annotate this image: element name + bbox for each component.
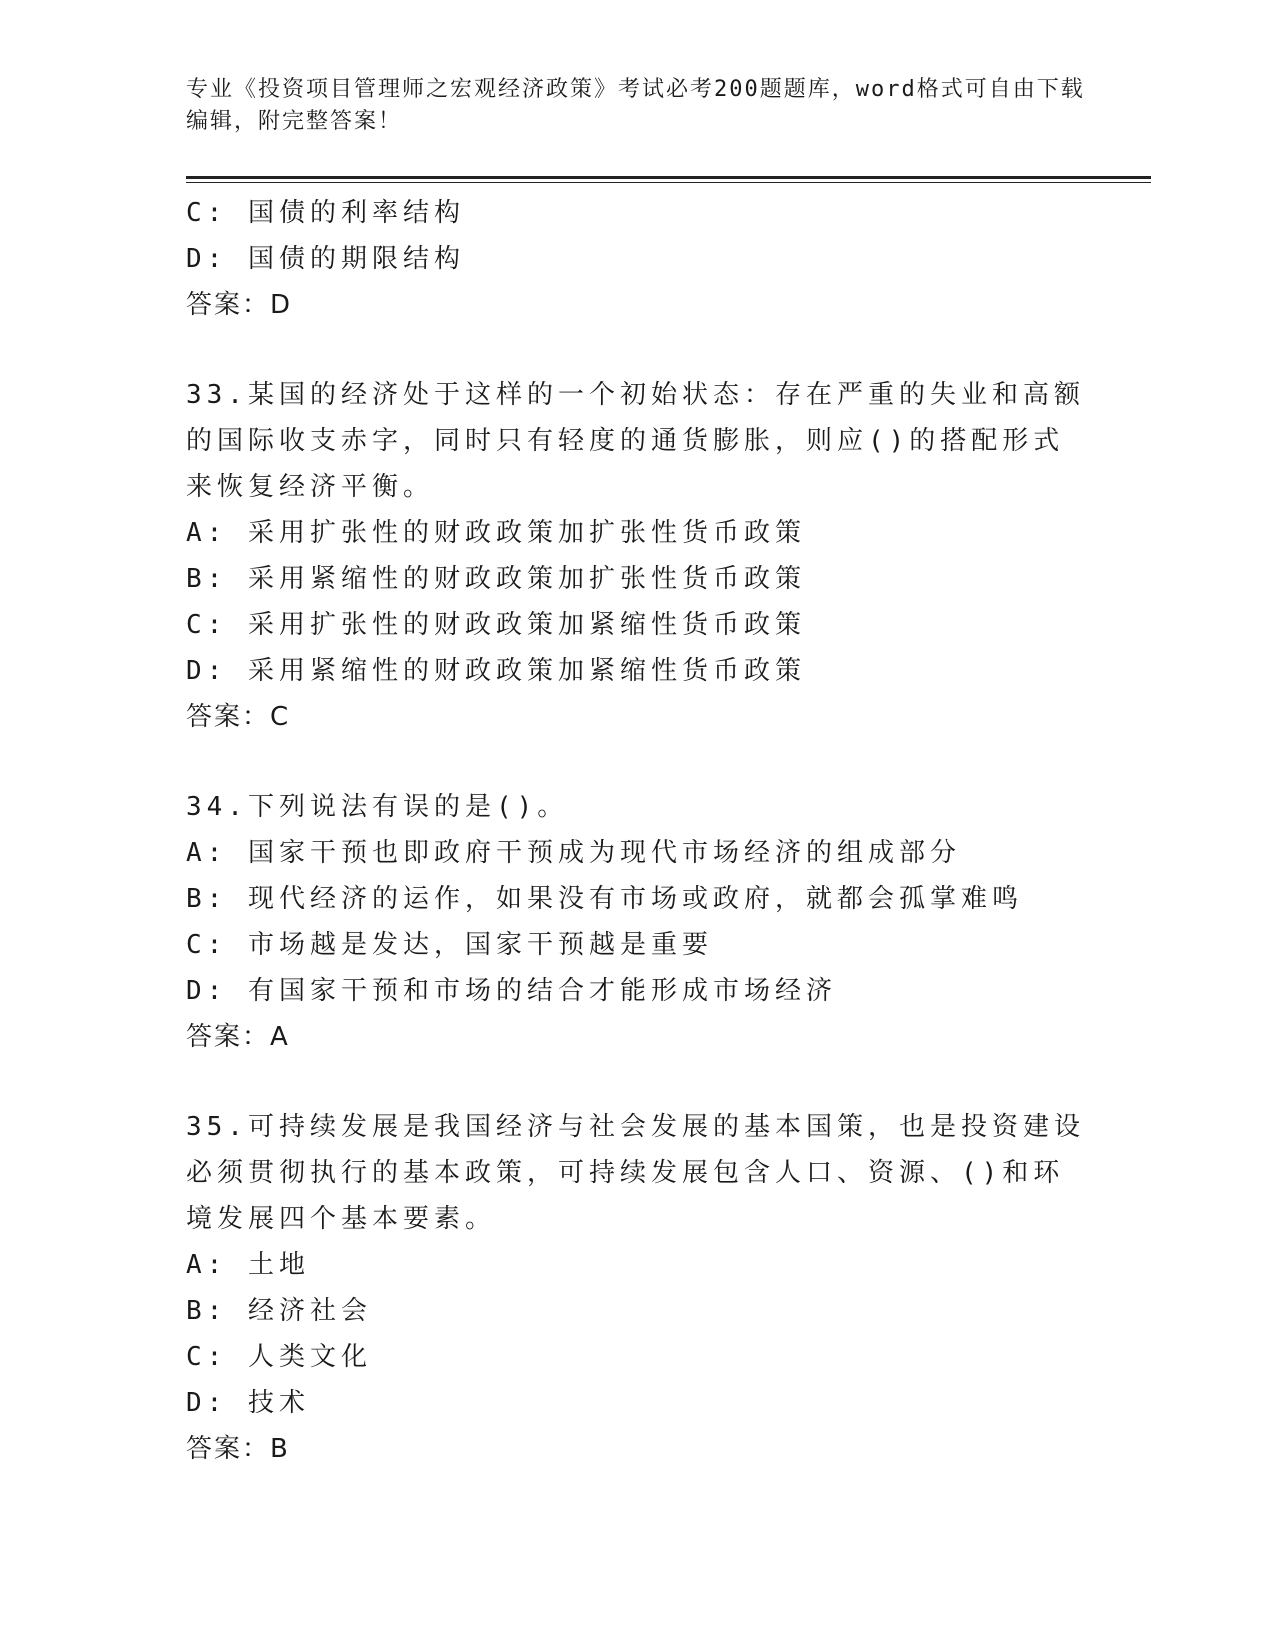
option-letter: A:: [186, 518, 228, 548]
option-letter: C:: [186, 610, 228, 640]
option-line: [186, 602, 1086, 648]
option-line: [186, 556, 1086, 602]
option-line: [186, 830, 1086, 876]
option-letter: C:: [186, 1342, 228, 1372]
option-text: 经济社会: [247, 1296, 372, 1326]
header-rule-thin: [186, 182, 1151, 183]
option-letter: B:: [186, 884, 228, 914]
option-letter: C:: [186, 198, 228, 228]
option-letter: D:: [186, 244, 228, 274]
option-letter: D:: [186, 656, 228, 686]
answer-line: 答案：C: [186, 702, 291, 732]
answer-line: 答案：D: [186, 290, 293, 320]
question-text: 34.下列说法有误的是()。: [186, 792, 569, 822]
question-list: [186, 190, 1086, 1472]
option-line: [186, 876, 1086, 922]
option-letter: A:: [186, 1250, 228, 1280]
option-text: 市场越是发达，国家干预越是重要: [247, 930, 713, 960]
option-line: [186, 1288, 1086, 1334]
option-letter: A:: [186, 838, 228, 868]
option-line: [186, 236, 1086, 282]
question-text: 33.某国的经济处于这样的一个初始状态：存在严重的失业和高额的国际收支赤字，同时只有轻度的通货膨胀，则应()的搭配形式来恢复经济平衡。: [186, 380, 1085, 502]
question-block-35: [186, 1104, 1086, 1472]
option-text: 国债的期限结构: [247, 244, 465, 274]
document-header: 专业《投资项目管理师之宏观经济政策》考试必考200题题库，word格式可自由下载编辑，附完整答案！: [186, 77, 1085, 134]
question-block-partial: [186, 190, 1086, 328]
question-block-33: [186, 372, 1086, 740]
answer-line: 答案：A: [186, 1022, 290, 1052]
answer-line: 答案：B: [186, 1434, 290, 1464]
option-line: [186, 1242, 1086, 1288]
option-text: 采用扩张性的财政政策加紧缩性货币政策: [247, 610, 806, 640]
option-letter: C:: [186, 930, 228, 960]
option-line: [186, 922, 1086, 968]
option-line: [186, 510, 1086, 556]
question-block-34: [186, 784, 1086, 1060]
option-text: 采用紧缩性的财政政策加扩张性货币政策: [247, 564, 806, 594]
header-rule-thick: [186, 176, 1151, 179]
option-text: 土地: [247, 1250, 310, 1280]
option-line: [186, 1334, 1086, 1380]
question-text: 35.可持续发展是我国经济与社会发展的基本国策，也是投资建设必须贯彻执行的基本政策，可持续发展包含人口、资源、()和环境发展四个基本要素。: [186, 1112, 1085, 1234]
option-line: [186, 968, 1086, 1014]
option-text: 国债的利率结构: [247, 198, 465, 228]
option-text: 现代经济的运作，如果没有市场或政府，就都会孤掌难鸣: [247, 884, 1023, 914]
option-letter: B:: [186, 1296, 228, 1326]
option-text: 人类文化: [247, 1342, 372, 1372]
option-letter: D:: [186, 1388, 228, 1418]
option-line: [186, 1380, 1086, 1426]
option-line: [186, 190, 1086, 236]
option-text: 国家干预也即政府干预成为现代市场经济的组成部分: [247, 838, 961, 868]
option-text: 采用紧缩性的财政政策加紧缩性货币政策: [247, 656, 806, 686]
option-letter: D:: [186, 976, 228, 1006]
option-text: 采用扩张性的财政政策加扩张性货币政策: [247, 518, 806, 548]
option-text: 技术: [247, 1388, 310, 1418]
option-line: [186, 648, 1086, 694]
option-text: 有国家干预和市场的结合才能形成市场经济: [247, 976, 837, 1006]
option-letter: B:: [186, 564, 228, 594]
